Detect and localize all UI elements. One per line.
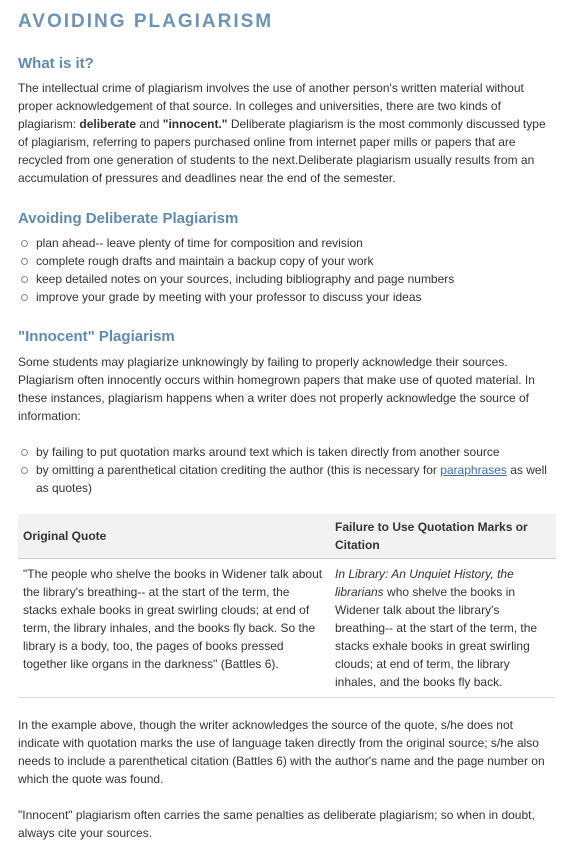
paraphrases-link[interactable]: paraphrases: [440, 463, 507, 477]
page-title: AVOIDING PLAGIARISM: [18, 11, 274, 32]
list-item: [18, 461, 556, 497]
what-is-it-text-3: Deliberate plagiarism is the most commonly discussed type of plagiarism, referring to papers purchased online from internet paper mills or papers that are recycled from one generation of students to the next.Deliberate plagiarism usually results from an accumulation of pressures and deadlines near the end of the semester.: [18, 117, 546, 185]
list-item-text: keep detailed notes on your sources, including bibliography and page numbers: [36, 272, 455, 286]
list-item: [18, 443, 556, 461]
list-item-text: by failing to put quotation marks around text which is taken directly from another source: [36, 445, 500, 459]
failure-italic-text: In Library: An Unquiet History, the librarians: [335, 567, 514, 599]
list-item-text: by omitting a parenthetical citation crediting the author (this is necessary for: [36, 463, 441, 477]
what-is-it-heading: What is it?: [18, 55, 94, 72]
list-item-text-end: as well as quotes): [36, 463, 547, 495]
original-quote-cell: "The people who shelve the books in Widener talk about the library's breathing-- at the start of the term, the stacks exhale books in great swirling clouds; at end of term, the library inhales, and the books fly back. So the library is a body, too, the pages of books pressed together like organs in the darkness" (Battles 6).: [18, 559, 330, 698]
circle-bullet-icon: [21, 449, 28, 456]
example-paragraph: In the example above, though the writer acknowledges the source of the quote, s/he does not indicate with quotation marks the use of language taken directly from the original source; s/he also needs to include a parenthetical citation (Battles 6) with the author's name and the page number on which the quote was found.: [18, 718, 545, 786]
what-is-it-text-1: The intellectual crime of plagiarism involves the use of another person's written material without proper acknowledgement of that source. In colleges and universities, there are two kinds of plagiarism:: [18, 81, 524, 131]
list-item-text: complete rough drafts and maintain a backup copy of your work: [36, 254, 374, 268]
failure-rest-text: who shelve the books in Widener talk about the library's breathing-- at the start of the term, the stacks exhale books in great swirling clouds; at end of term, the library inhales, and the books fly back.: [335, 585, 538, 689]
failure-header: Failure to Use Quotation Marks or Citation: [330, 514, 556, 559]
circle-bullet-icon: [21, 467, 28, 474]
deliberate-heading: Avoiding Deliberate Plagiarism: [18, 210, 239, 227]
list-item: [18, 270, 556, 288]
what-is-it-text-2: and: [136, 117, 163, 131]
quote-comparison-table: [18, 514, 556, 698]
list-item: [18, 288, 556, 306]
circle-bullet-icon: [21, 240, 28, 247]
circle-bullet-icon: [21, 294, 28, 301]
list-item-text: plan ahead-- leave plenty of time for composition and revision: [36, 236, 363, 250]
circle-bullet-icon: [21, 258, 28, 265]
list-item: [18, 252, 556, 270]
original-quote-header: Original Quote: [18, 514, 330, 559]
innocent-heading: "Innocent" Plagiarism: [18, 328, 175, 345]
what-is-it-paragraph: [18, 79, 556, 187]
innocent-intro: Some students may plagiarize unknowingly by failing to properly acknowledge their sources. Plagiarism often innocently occurs within homegrown papers that make use of quoted material. In these instances, plagiarism happens when a writer does not properly acknowledge the source of information:: [18, 355, 535, 423]
deliberate-tips-list: [18, 234, 556, 306]
table-header-row: [18, 514, 556, 559]
deliberate-term: deliberate: [79, 117, 137, 131]
failure-cell: [330, 559, 556, 698]
list-item-text: improve your grade by meeting with your professor to discuss your ideas: [36, 290, 422, 304]
list-item: [18, 234, 556, 252]
innocent-causes-list: [18, 443, 556, 497]
table-row: [18, 559, 556, 698]
circle-bullet-icon: [21, 276, 28, 283]
innocent-term: "innocent.": [162, 117, 228, 131]
closing-paragraph: "Innocent" plagiarism often carries the same penalties as deliberate plagiarism; so when in doubt, always cite your sources.: [18, 808, 535, 840]
